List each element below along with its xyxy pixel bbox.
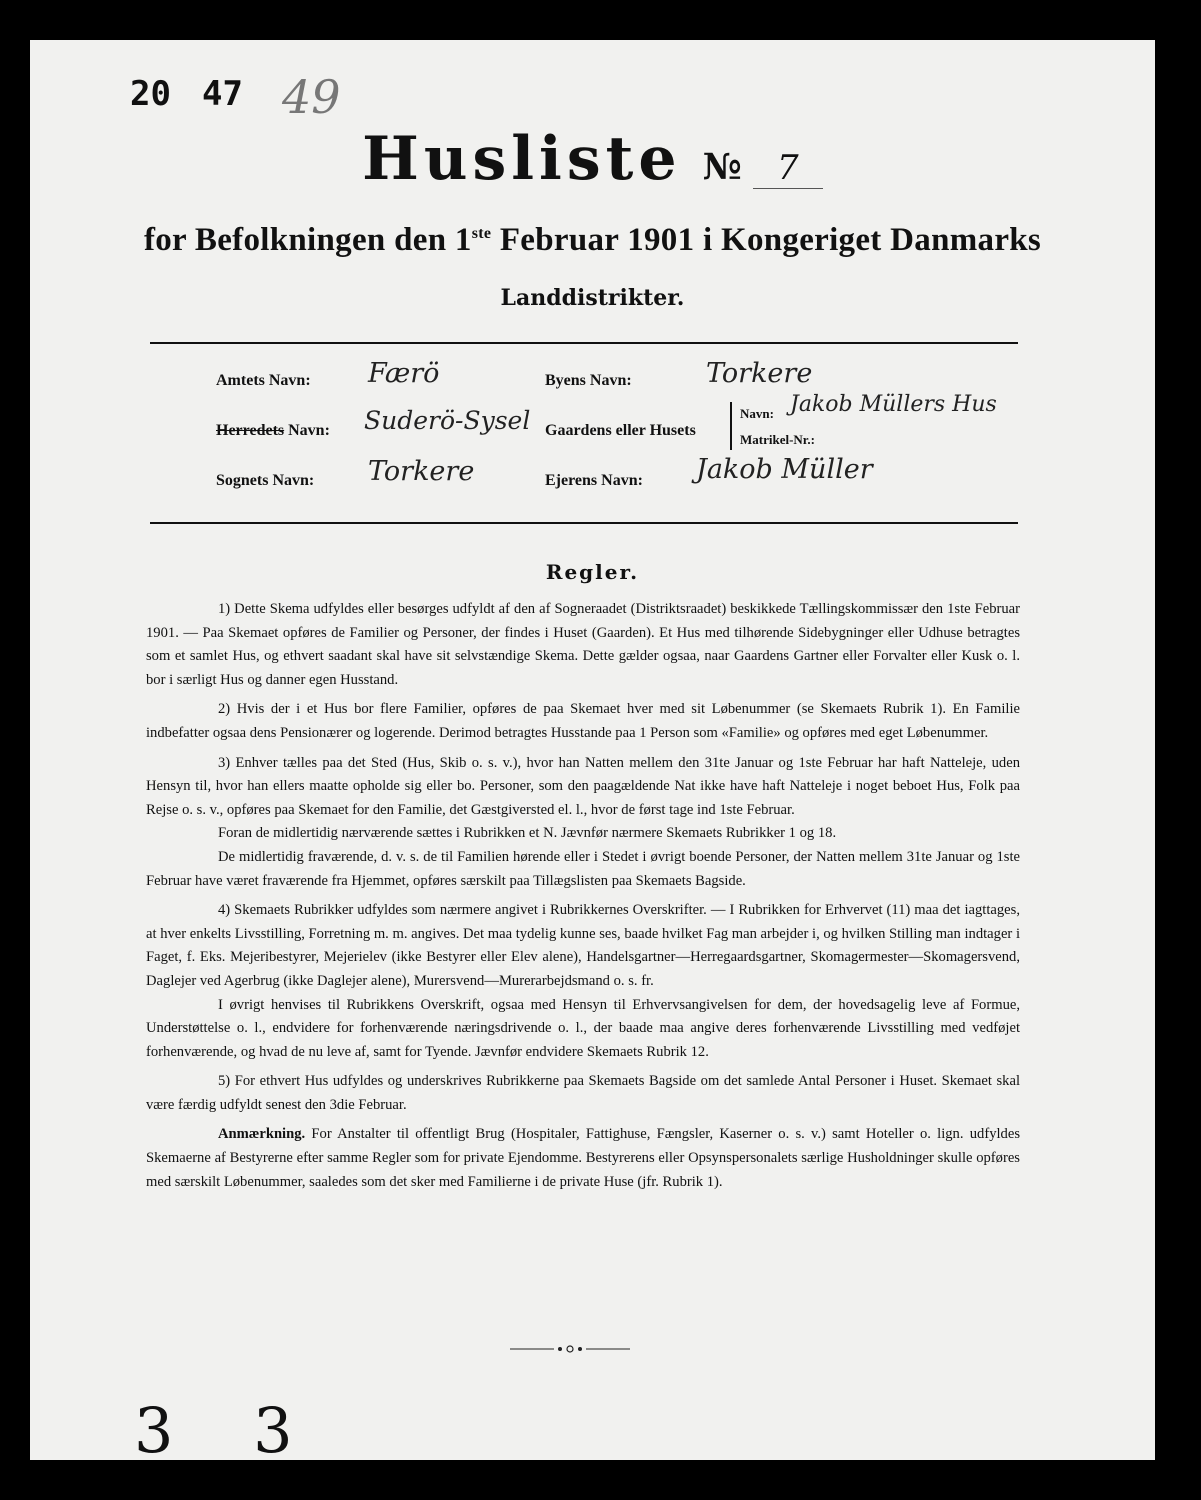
ejer-label: Ejerens Navn: xyxy=(545,472,643,489)
note-text: For Anstalter til offentligt Brug (Hospitaler, Fattighuse, Fængsler, Kaserner o. s. v.) samt Hoteller o. lign. udfyldes Skemaerne af Bestyrerne efter samme Regler som for private Ejendomme. Bestyrerens eller Opsynspersonalets særlige Husholdninger skulle opføres med særskilt Løbenummer, saaledes som det sker med Familierne i de private Huse (jfr. Rubrik 1). xyxy=(146,1126,1020,1190)
rule-1: 1) Dette Skema udfyldes eller besørges udfyldt af den af Sogneraadet (Distriktsraadet) beskikkede Tællingskommissær den 1ste Februar 1901. — Paa Skemaet opføres de Familier og Personer, der findes i Huset (Gaarden). Et Hus med tilhørende Sidebygninger eller Udhuse betragtes som et samlet Hus, og ethvert saadant skal have sit selvstændige Skema. Dette gælder ogsaa, naar Gaardens Gartner eller Forvalter eller Kusk o. l. bor i særligt Hus og danner egen Husstand. xyxy=(146,601,1020,688)
navn-value: Jakob Müllers Hus xyxy=(790,392,997,417)
rule-4b: I øvrigt henvises til Rubrikkens Overskrift, ogsaa med Hensyn til Erhvervsangivelsen for dem, der hovedsagelig leve af Formue, Understøttelse o. l., endvidere for forhenværende næringsdrivende o. l., der baade maa angive deres forhenværende Livsstilling med vedføjet forhenværende, og hvad de nu leve af, samt for Tyende. Jævnfør endvidere Skemaets Rubrik 12. xyxy=(146,996,1020,1060)
subtitle xyxy=(30,222,1155,259)
by-label: Byens Navn: xyxy=(545,372,632,389)
title-no-value: 7 xyxy=(753,148,823,189)
stamp-number-b: 47 xyxy=(202,74,243,114)
title-main: Husliste xyxy=(362,124,682,194)
herred-label-rest: Navn: xyxy=(284,422,330,439)
district-type: Landdistrikter. xyxy=(500,285,685,311)
gaard-label: Gaardens eller Husets xyxy=(545,422,696,439)
subtitle-sup: ste xyxy=(471,225,492,242)
sogn-label: Sognets Navn: xyxy=(216,472,315,489)
rule-5: 5) For ethvert Hus udfyldes og underskrives Rubrikkerne paa Skemaets Bagside om det samlede Antal Personer i Huset. Skemaet skal være færdig udfyldt senest den 3die Februar. xyxy=(146,1073,1020,1113)
ejer-value: Jakob Müller xyxy=(696,454,873,485)
page-title xyxy=(30,124,1155,194)
herred-label-struck: Herredets xyxy=(216,422,285,439)
rules-body xyxy=(146,598,1020,1200)
rule-3c: De midlertidig fraværende, d. v. s. de til Familien hørende eller i Stedet i øvrigt boende Personer, der Natten mellem 31te Januar og 1ste Februar have været fraværende fra Hjemmet, opføres særskilt paa Tillægslisten paa Skemaets Bagside. xyxy=(146,848,1020,889)
footer-handwritten: 3 3 xyxy=(134,1394,323,1467)
sogn-value: Torkere xyxy=(368,456,475,487)
rule-note xyxy=(146,1123,1020,1194)
ornament-divider xyxy=(510,1342,630,1356)
stamp-number-a: 20 xyxy=(130,74,171,114)
rule-3b: Foran de midlertidig nærværende sættes i Rubrikken et N. Jævnfør nærmere Skemaets Rubrikker 1 og 18. xyxy=(218,825,837,842)
herred-value: Suderö-Sysel xyxy=(364,406,531,435)
rules-title: Regler. xyxy=(545,560,640,584)
title-no-label: № xyxy=(702,146,742,188)
note-label: Anmærkning. xyxy=(218,1126,306,1143)
census-sheet xyxy=(30,40,1155,1467)
gaard-bracket xyxy=(730,402,732,450)
rule-2: 2) Hvis der i et Hus bor flere Familier, opføres de paa Skemaet hver med sit Løbenummer (se Skemaets Rubrik 1). En Familie indbefatter ogsaa dens Pensionærer og logerende. Derimod betragtes Husstande paa 1 Person som «Familie» og opføres med eget Løbenummer. xyxy=(146,701,1020,741)
navn-label: Navn: xyxy=(740,406,774,421)
subtitle-pre: for Befolkningen den 1 xyxy=(143,222,472,258)
matrikel-label: Matrikel-Nr.: xyxy=(740,432,815,447)
header-bottom-rule xyxy=(150,522,1018,524)
subtitle-post: Februar 1901 i Kongeriget Danmarks xyxy=(491,222,1042,258)
amt-label: Amtets Navn: xyxy=(216,372,311,389)
by-value: Torkere xyxy=(706,358,813,389)
rule-3: 3) Enhver tælles paa det Sted (Hus, Skib o. s. v.), hvor han Natten mellem den 31te Januar og 1ste Februar har haft Natteleje, uden Hensyn til, hvor han ellers maatte opholde sig eller bo. Personer, som den paagældende Nat ikke have haft Natteleje i noget beboet Hus, Folk paa Rejse o. s. v., opføres paa Skemaet for den Familie, det Gæstgiversted el. l., hvor de først tage ind 1ste Februar. xyxy=(146,754,1020,818)
header-top-rule xyxy=(150,342,1018,344)
amt-value: Færö xyxy=(368,358,440,389)
herred-label xyxy=(216,422,330,440)
rule-4: 4) Skemaets Rubrikker udfyldes som nærmere angivet i Rubrikkernes Overskrifter. — I Rubrikken for Erhvervet (11) maa det iagttages, at hver enkelts Livsstilling, Forretning m. m. angives. Det maa tydelig kunne ses, baade hvilket Fag man arbejder i, og hvilken Stilling man indtager i Faget, f. Eks. Mejeribestyrer, Mejerielev (ikke Bestyrer eller Elev alene), Handelsgartner—Herregaardsgartner, Skomagermester—Skomagersvend, Daglejer ved Agerbrug (ikke Daglejer alene), Murersvend—Murerarbejdsmand o. s. fr. xyxy=(146,902,1020,989)
handwritten-number: 49 xyxy=(282,70,341,124)
